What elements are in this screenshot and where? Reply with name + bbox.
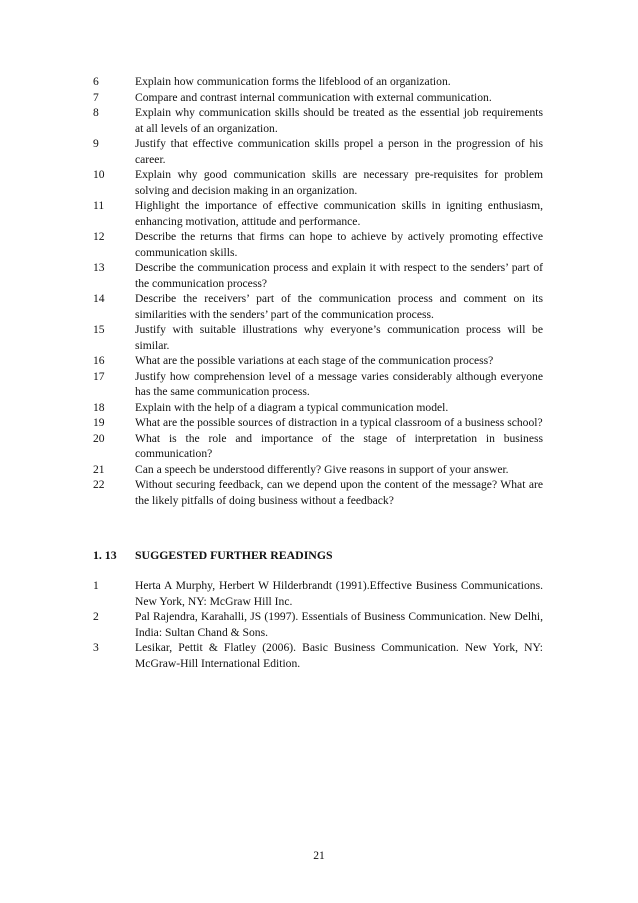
question-number: 8 bbox=[93, 106, 99, 119]
question-text: Explain why good communication skills are necessary pre-requisites for problem solving and decision making in an organization. bbox=[135, 168, 543, 197]
question-number: 7 bbox=[93, 90, 99, 104]
section-heading bbox=[93, 548, 543, 563]
reading-text: Herta A Murphy, Herbert W Hilderbrandt (1991).Effective Business Communications. New York, NY: McGraw Hill Inc. bbox=[135, 579, 543, 608]
question-item bbox=[93, 477, 543, 508]
question-item bbox=[93, 105, 543, 136]
question-item bbox=[93, 291, 543, 322]
question-item bbox=[93, 400, 543, 416]
question-text: Describe the communication process and explain it with respect to the senders’ part of the communication process? bbox=[135, 261, 543, 290]
readings-list bbox=[93, 578, 543, 671]
question-item bbox=[93, 74, 543, 90]
question-text: Explain why communication skills should be treated as the essential job requirements at all levels of an organization. bbox=[135, 106, 543, 135]
question-text: Justify how comprehension level of a message varies considerably although everyone has the same communication process. bbox=[135, 369, 543, 398]
reading-number: 3 bbox=[93, 641, 99, 654]
question-number: 9 bbox=[93, 137, 99, 150]
reading-text: Pal Rajendra, Karahalli, JS (1997). Essentials of Business Communication. New Delhi, India: Sultan Chand & Sons. bbox=[135, 610, 543, 639]
question-text: Without securing feedback, can we depend upon the content of the message? What are the likely pitfalls of doing business without a feedback? bbox=[135, 478, 543, 507]
question-number: 14 bbox=[93, 292, 105, 305]
reading-item bbox=[93, 609, 543, 640]
page-number: 21 bbox=[313, 849, 325, 862]
question-number: 18 bbox=[93, 400, 105, 414]
question-number: 17 bbox=[93, 369, 105, 383]
question-text: Justify that effective communication skills propel a person in the progression of his career. bbox=[135, 137, 543, 166]
question-text: What are the possible sources of distraction in a typical classroom of a business school? bbox=[135, 416, 543, 429]
question-number: 12 bbox=[93, 230, 105, 243]
question-number: 13 bbox=[93, 261, 105, 274]
question-item bbox=[93, 431, 543, 462]
question-number: 10 bbox=[93, 168, 105, 181]
question-number: 21 bbox=[93, 462, 105, 476]
question-item bbox=[93, 322, 543, 353]
question-text: What is the role and importance of the stage of interpretation in business communication? bbox=[135, 431, 543, 460]
question-text: Justify with suitable illustrations why everyone’s communication process will be similar. bbox=[135, 323, 543, 352]
review-questions-list bbox=[93, 74, 543, 508]
question-item bbox=[93, 136, 543, 167]
question-item bbox=[93, 462, 543, 478]
section-number: 1. 13 bbox=[93, 548, 117, 562]
question-item bbox=[93, 415, 543, 431]
question-item bbox=[93, 260, 543, 291]
reading-item bbox=[93, 640, 543, 671]
question-number: 19 bbox=[93, 416, 105, 429]
question-number: 20 bbox=[93, 431, 105, 445]
reading-number: 2 bbox=[93, 610, 99, 623]
question-item bbox=[93, 167, 543, 198]
question-item bbox=[93, 229, 543, 260]
question-item bbox=[93, 90, 543, 106]
question-text: Describe the receivers’ part of the communication process and comment on its similarities with the senders’ part of the communication process. bbox=[135, 292, 543, 321]
question-number: 11 bbox=[93, 199, 105, 212]
reading-number: 1 bbox=[93, 579, 99, 592]
question-item bbox=[93, 353, 543, 369]
question-number: 6 bbox=[93, 75, 99, 88]
question-text: Describe the returns that firms can hope to achieve by actively promoting effective communication skills. bbox=[135, 230, 543, 259]
question-number: 16 bbox=[93, 354, 105, 367]
question-number: 22 bbox=[93, 478, 105, 491]
question-item bbox=[93, 198, 543, 229]
question-number: 15 bbox=[93, 323, 105, 336]
question-text: What are the possible variations at each stage of the communication process? bbox=[135, 354, 494, 367]
question-text: Can a speech be understood differently? Give reasons in support of your answer. bbox=[135, 462, 509, 476]
question-item bbox=[93, 369, 543, 400]
question-text: Explain how communication forms the lifeblood of an organization. bbox=[135, 75, 451, 88]
question-text: Highlight the importance of effective communication skills in igniting enthusiasm, enhancing motivation, attitude and performance. bbox=[135, 199, 543, 228]
reading-item bbox=[93, 578, 543, 609]
question-text: Explain with the help of a diagram a typical communication model. bbox=[135, 400, 449, 414]
reading-text: Lesikar, Pettit & Flatley (2006). Basic Business Communication. New York, NY: McGraw-Hill International Edition. bbox=[135, 641, 543, 670]
question-text: Compare and contrast internal communication with external communication. bbox=[135, 90, 492, 104]
section-title: SUGGESTED FURTHER READINGS bbox=[135, 548, 333, 562]
